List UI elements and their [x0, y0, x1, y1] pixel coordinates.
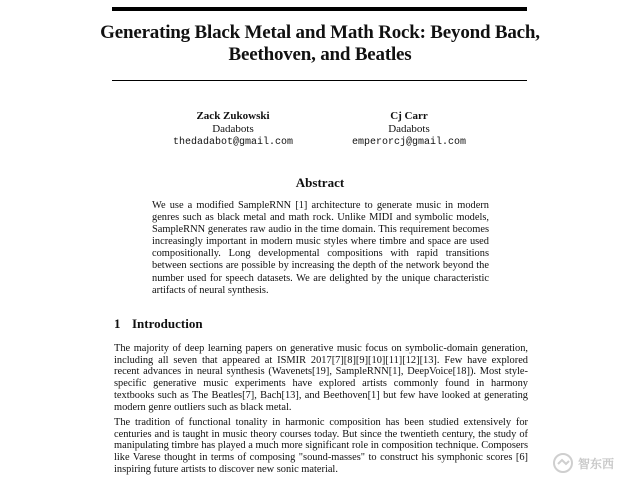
- watermark-logo-icon: [552, 452, 574, 474]
- author-email: emperorcj@gmail.com: [351, 137, 467, 148]
- abstract-text: We use a modified SampleRNN [1] architecture to generate music in modern genres such as black metal and math rock. Unlike MIDI and symbolic models, SampleRNN generates raw audio in the time domain. This requirement becomes increasingly important in modern music styles where timbre and space are used compositionally. Long developmental compositions with rapid transitions between sections are possible by increasing the depth of the network beyond the number used for speech datasets. We are delighted by the unique characteristic artifacts of neural synthesis.: [152, 200, 489, 296]
- paper-title: Generating Black Metal and Math Rock: Beyond Bach, Beethoven, and Beatles: [100, 22, 540, 65]
- author-block: [158, 110, 308, 149]
- author-name: Cj Carr: [390, 110, 428, 122]
- title-top-rule: [112, 7, 527, 11]
- body-paragraph: The majority of deep learning papers on generative music focus on symbolic-domain generation, including all seven that appeared at ISMIR 2017[7][8][9][10][11][12][13]. Few have explored recent advances in neural synthesis (Wavenets[19], SampleRNN[1], DeepVoice[18]). Most style-specific generative music experiments have explored artists commonly found in harmony textbooks such as The Beatles[7], Bach[13], and Beethoven[1] but few have looked at generating modern genre outliers such as black metal.: [114, 343, 528, 413]
- watermark-text: 智东西: [578, 456, 615, 471]
- section-heading: [114, 316, 203, 332]
- author-block: [334, 110, 484, 149]
- title-bottom-rule: [112, 80, 527, 81]
- author-email: thedadabot@gmail.com: [172, 137, 294, 148]
- author-affiliation: Dadabots: [388, 123, 430, 135]
- section-number: 1: [114, 316, 121, 331]
- abstract-heading: Abstract: [295, 175, 345, 190]
- watermark: [552, 448, 632, 478]
- author-name: Zack Zukowski: [196, 110, 270, 122]
- section-title: Introduction: [132, 316, 203, 331]
- body-paragraph: The tradition of functional tonality in harmonic composition has been studied extensively for centuries and is taught in music theory courses today. But since the twentieth century, the study of manipulating timbre has played a much more significant role in composition technique. Composers like Varese thought in terms of composing "sound-masses" to construct his symphonic scores [6] inspiring future artists to discover new sonic material.: [114, 417, 528, 475]
- author-affiliation: Dadabots: [212, 123, 254, 135]
